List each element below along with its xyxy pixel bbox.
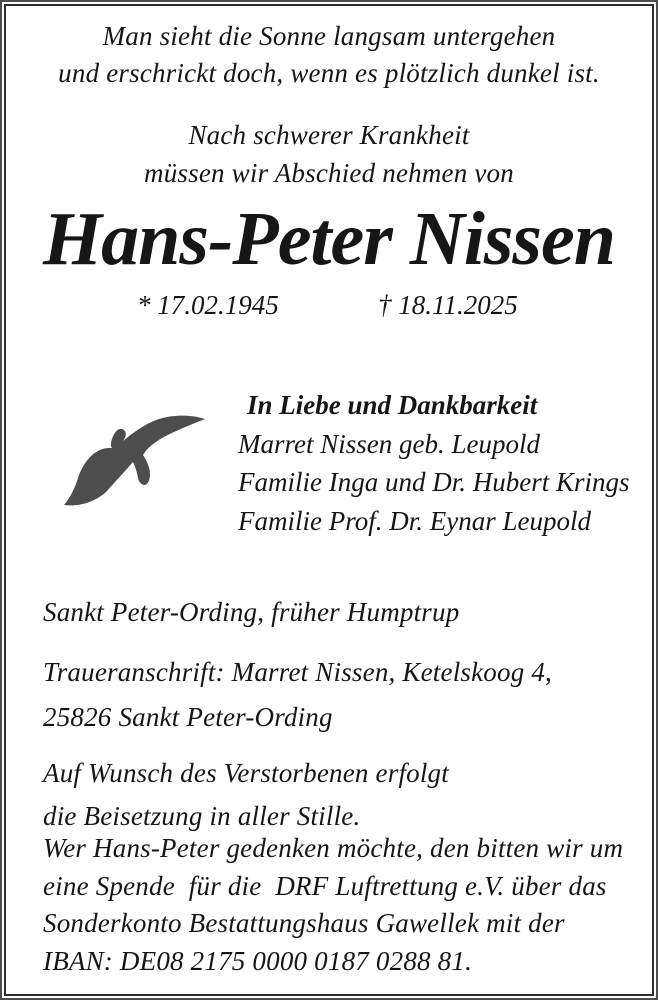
- family-block: [238, 386, 630, 540]
- donation-paragraph: [43, 830, 623, 980]
- address-line: 25826 Sankt Peter-Ording: [43, 702, 333, 732]
- family-line: Familie Inga und Dr. Hubert Krings: [238, 467, 630, 497]
- quote-line-2: und erschrickt doch, wenn es plötzlich dunkel ist.: [58, 58, 600, 88]
- death-date: † 18.11.2025: [378, 290, 518, 320]
- intro-line-2: müssen wir Abschied nehmen von: [144, 158, 514, 188]
- quote-line-1: Man sieht die Sonne langsam untergehen: [102, 21, 556, 51]
- burial-paragraph: [43, 752, 449, 838]
- intro-line-1: Nach schwerer Krankheit: [188, 120, 470, 150]
- donation-line: Sonderkonto Bestattungshaus Gawellek mit der: [43, 908, 565, 938]
- family-line: Familie Prof. Dr. Eynar Leupold: [238, 505, 591, 536]
- residence-line: Sankt Peter-Ording, früher Humptrup: [43, 597, 460, 627]
- burial-line: Auf Wunsch des Verstorbenen erfolgt: [43, 758, 449, 788]
- family-line: Marret Nissen geb. Leupold: [238, 428, 540, 459]
- donation-line: eine Spende für die DRF Luftrettung e.V. über das: [43, 870, 607, 901]
- birth-date: * 17.02.1945: [137, 290, 279, 320]
- flying-bird-icon: [44, 408, 216, 512]
- residence-paragraph: [43, 597, 459, 627]
- deceased-name: Hans-Peter Nissen: [43, 197, 615, 281]
- mourning-address-paragraph: [43, 650, 552, 740]
- family-heading: In Liebe und Dankbarkeit: [247, 390, 538, 420]
- donation-line: Wer Hans-Peter gedenken möchte, den bitten wir um: [43, 833, 624, 863]
- burial-line: die Beisetzung in aller Stille.: [43, 801, 361, 831]
- donation-line: IBAN: DE08 2175 0000 0187 0288 81.: [43, 945, 473, 976]
- address-line: Traueranschrift: Marret Nissen, Ketelskoog 4,: [43, 657, 552, 687]
